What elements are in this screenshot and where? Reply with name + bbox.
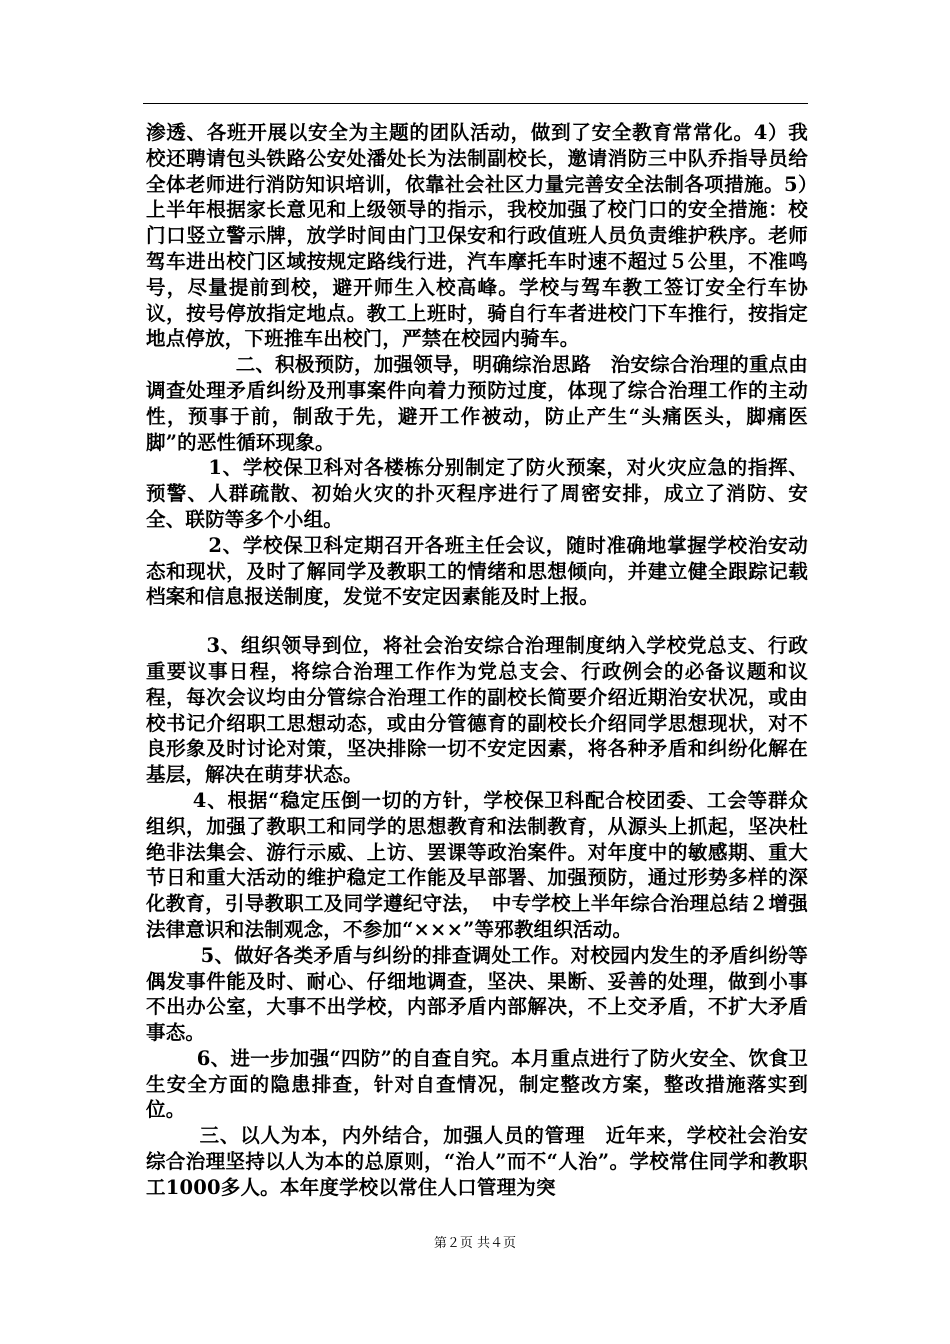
paragraph-safety-measures: 渗透、各班开展以安全为主题的团队活动，做到了安全教育常常化。4）我校还聘请包头铁路公安处潘处长为法制副校长，邀请消防三中队乔指导员给全体老师进行消防知识培训，依靠社会社区力量完善安全法制各项措施。5）上半年根据家长意见和上级领导的指示，我校加强了校门口的安全措施：校门口竖立警示牌，放学时间由门卫保安和行政值班人员负责维护秩序。老师驾车进出校门区域按规定路线行进，汽车摩托车时速不超过５公里，不准鸣号，尽量提前到校，避开师生入校高峰。学校与驾车教工签订安全行车协议，按号停放指定地点。教工上班时，骑自行车者进校门下车推行，按指定地点停放，下班推车出校门，严禁在校园内骑车。 bbox=[146, 121, 808, 351]
header-rule bbox=[143, 103, 808, 104]
section-2-heading-paragraph: 二、积极预防，加强领导，明确综治思路 治安综合治理的重点由调查处理矛盾纠纷及刑事案件向着力预防过度，体现了综合治理工作的主动性，预事于前，制敌于先，避开工作被动，防止产生“头痛医头，脚痛医脚”的恶性循环现象。 bbox=[146, 353, 808, 454]
page-footer: 第２页 共４页 bbox=[433, 1236, 517, 1251]
document-body bbox=[146, 120, 808, 1201]
paragraph-item-3: 3、组织领导到位，将社会治安综合治理制度纳入学校党总支、行政重要议事日程，将综合治理工作作为党总支会、行政例会的必备议题和议程，每次会议均由分管综合治理工作的副校长简要介绍近期治安状况，或由校书记介绍职工思想动态，或由分管德育的副校长介绍同学思想现状，对不良形象及时讨论对策，坚决排除一切不安定因素，将各种矛盾和纠纷化解在基层，解决在萌芽状态。 bbox=[146, 634, 808, 787]
paragraph-item-2: 2、学校保卫科定期召开各班主任会议，随时准确地掌握学校治安动态和现状，及时了解同学及教职工的情绪和思想倾向，并建立健全跟踪记载档案和信息报送制度，发觉不安定因素能及时上报。 bbox=[146, 533, 808, 609]
paragraph-item-4: 4、根据“稳定压倒一切的方针，学校保卫科配合校团委、工会等群众组织，加强了教职工和同学的思想教育和法制教育，从源头上抓起，坚决杜绝非法集会、游行示威、上访、罢课等政治案件。对年度中的敏感期、重大节日和重大活动的维护稳定工作能及早部署、加强预防，通过形势多样的深化教育，引导教职工及同学遵纪守法， 中专学校上半年综合治理总结２增强法律意识和法制观念，不参加“×××”等邪教组织活动。 bbox=[146, 788, 808, 941]
paragraph-item-5: 5、做好各类矛盾与纠纷的排查调处工作。对校园内发生的矛盾纠纷等偶发事件能及时、耐心、仔细地调查，坚决、果断、妥善的处理，做到小事不出办公室，大事不出学校，内部矛盾内部解决，不上交矛盾，不扩大矛盾事态。 bbox=[146, 943, 808, 1045]
paragraph-item-1: 1、学校保卫科对各楼栋分别制定了防火预案，对火灾应急的指挥、预警、人群疏散、初始火灾的扑灭程序进行了周密安排，成立了消防、安全、联防等多个小组。 bbox=[146, 456, 808, 531]
paragraph-item-6: 6、进一步加强“四防”的自查自究。本月重点进行了防火安全、饮食卫生安全方面的隐患排查，针对自查情况，制定整改方案，整改措施落实到位。 bbox=[146, 1046, 808, 1122]
section-3-heading-paragraph: 三、以人为本，内外结合，加强人员的管理 近年来，学校社会治安综合治理坚持以人为本的总原则，“治人”而不“人治”。学校常住同学和教职工1000多人。本年度学校以常住人口管理为突 bbox=[146, 1124, 808, 1199]
